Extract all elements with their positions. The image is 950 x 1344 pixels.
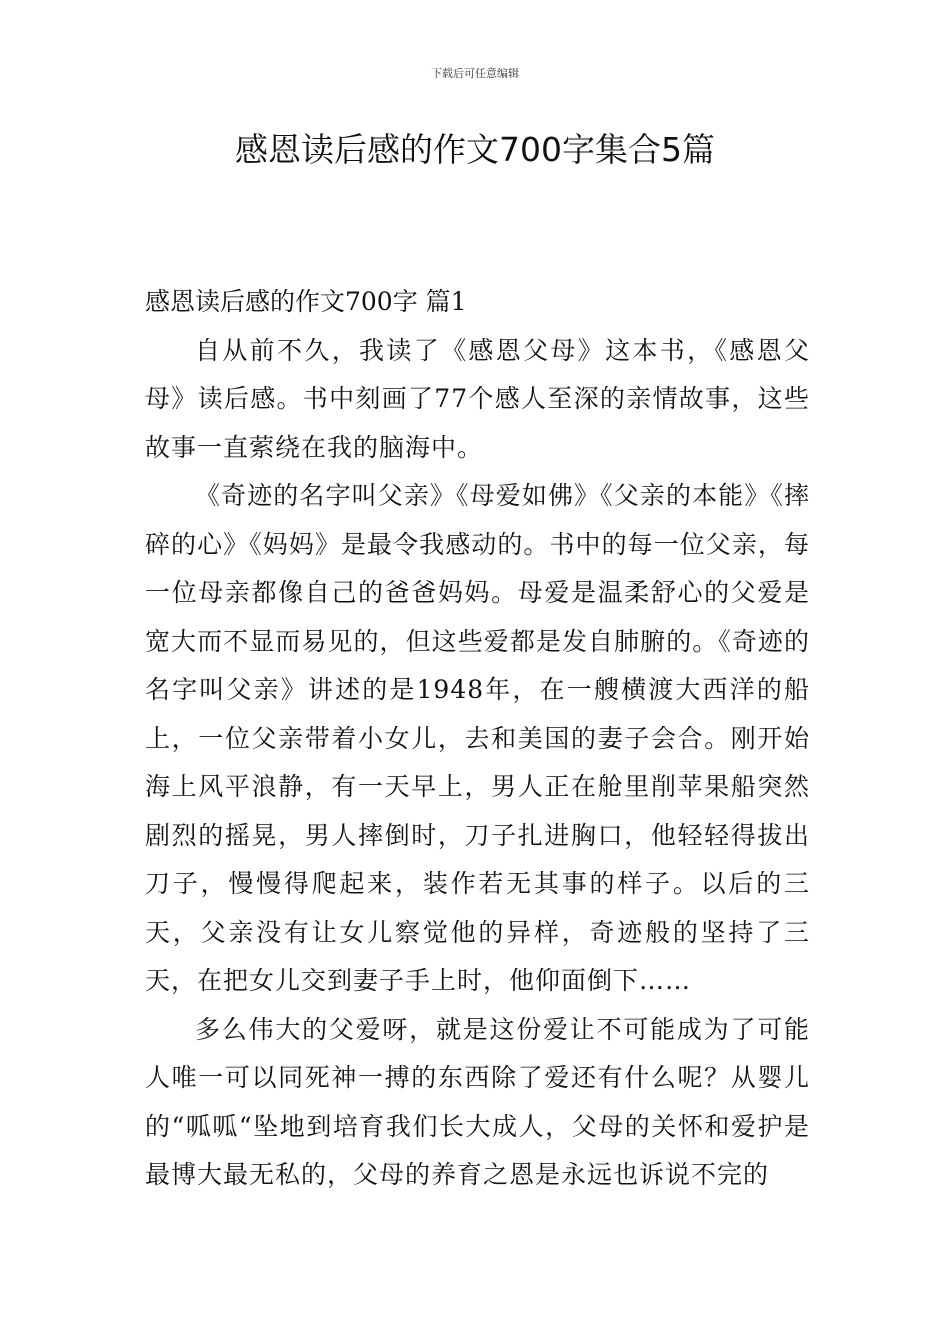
section-heading: 感恩读后感的作文700字 篇1	[145, 287, 467, 316]
document-title: 感恩读后感的作文700字集合5篇	[235, 130, 715, 169]
paragraph-3: 多么伟大的父爱呀，就是这份爱让不可能成为了可能人唯一可以同死神一搏的东西除了爱还有什么呢？从婴儿的“呱呱“坠地到培育我们长大成人，父母的关怀和爱护是最博大最无私的，父母的养育之恩是永远也诉说不完的	[145, 1014, 810, 1189]
header-note: 下载后可任意编辑	[431, 67, 519, 80]
document-body	[145, 278, 810, 1200]
paragraph-1: 自从前不久，我读了《感恩父母》这本书，《感恩父母》读后感。书中刻画了77个感人至深的亲情故事，这些故事一直萦绕在我的脑海中。	[145, 335, 810, 462]
paragraph-2: 《奇迹的名字叫父亲》《母爱如佛》《父亲的本能》《摔碎的心》《妈妈》是最令我感动的。书中的每一位父亲，每一位母亲都像自己的爸爸妈妈。母爱是温柔舒心的父爱是宽大而不显而易见的，但这些爱都是发自肺腑的。《奇迹的名字叫父亲》讲述的是1948年，在一艘横渡大西洋的船上，一位父亲带着小女儿，去和美国的妻子会合。刚开始海上风平浪静，有一天早上，男人正在舱里削苹果船突然剧烈的摇晃，男人摔倒时，刀子扎进胸口，他轻轻得拔出刀子，慢慢得爬起来，装作若无其事的样子。以后的三天，父亲没有让女儿察觉他的异样，奇迹般的坚持了三天，在把女儿交到妻子手上时，他仰面倒下……	[145, 481, 810, 995]
